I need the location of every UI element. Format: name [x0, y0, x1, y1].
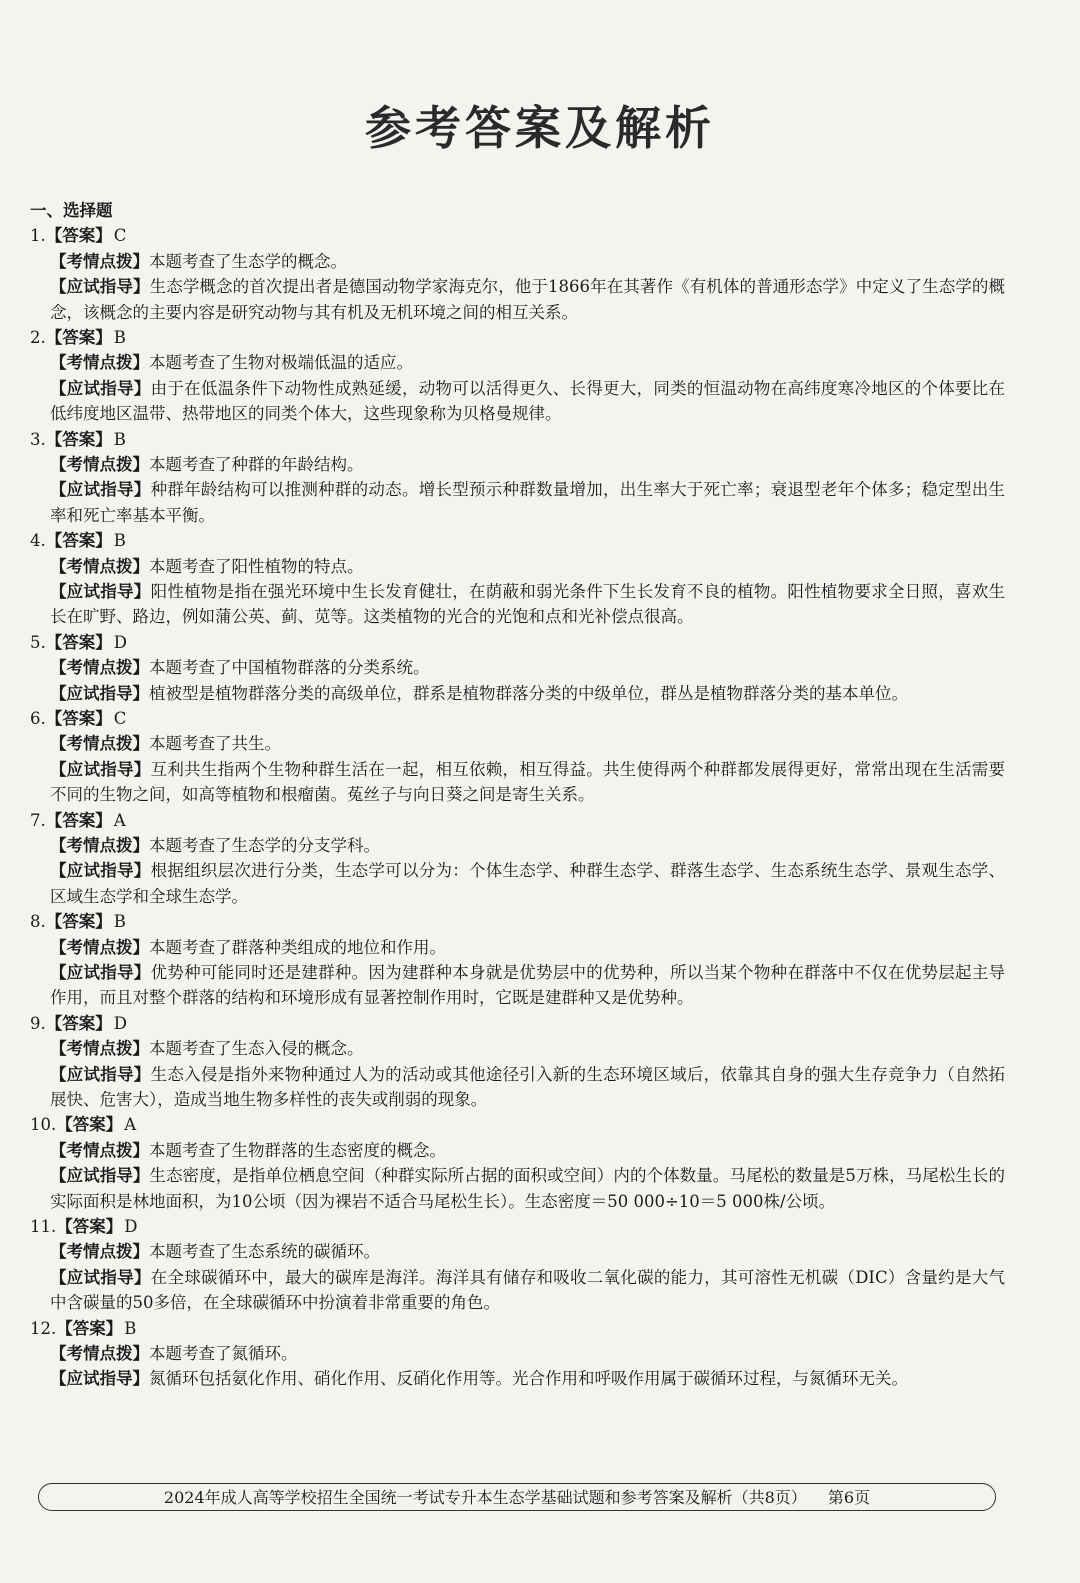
guide-line: [30, 858, 1005, 909]
answer-line: [30, 223, 1005, 248]
guide-text: 由于在低温条件下动物性成熟延缓，动物可以活得更久、长得更大，同类的恒温动物在高纬度寒冷地区的个体要比在低纬度地区温带、热带地区的同类个体大，这些现象称为贝格曼规律。: [50, 378, 1006, 424]
guide-text: 生态学概念的首次提出者是德国动物学家海克尔，他于1866年在其著作《有机体的普通形态学》中定义了生态学的概念，该概念的主要内容是研究动物与其有机及无机环境之间的相互关系。: [50, 277, 1006, 322]
point-text: 本题考查了中国植物群落的分类系统。: [149, 658, 430, 678]
question-item: [30, 325, 1005, 427]
point-line: [30, 833, 1005, 858]
answer-line: [30, 1316, 1005, 1341]
point-label: 【考情点拨】: [50, 734, 149, 754]
guide-text: 优势种可能同时还是建群种。因为建群种本身就是优势层中的优势种，所以当某个物种在群落中不仅在优势层起主导作用，而且对整个群落的结构和环境形成有显著控制作用时，它既是建群种又是优势种。: [50, 963, 1006, 1008]
guide-label: 【应试指导】: [50, 759, 151, 779]
point-text: 本题考查了阳性植物的特点。: [149, 556, 364, 576]
guide-label: 【应试指导】: [50, 683, 149, 703]
point-line: [30, 249, 1005, 274]
footer-page-number: 第6页: [827, 1488, 871, 1507]
answer-value: C: [113, 226, 127, 246]
guide-label: 【应试指导】: [50, 963, 151, 983]
answer-value: B: [113, 531, 126, 551]
point-label: 【考情点拨】: [50, 1344, 149, 1364]
answer-label: 【答案】: [45, 632, 112, 652]
answer-line: [30, 909, 1005, 934]
footer-text: 2024年成人高等学校招生全国统一考试专升本生态学基础试题和参考答案及解析（共8页）: [163, 1488, 807, 1507]
guide-label: 【应试指导】: [50, 861, 151, 881]
guide-text: 在全球碳循环中，最大的碳库是海洋。海洋具有储存和吸收二氧化碳的能力，其可溶性无机碳（DIC）含量约是大气中含碳量的50多倍，在全球碳循环中扮演着非常重要的角色。: [50, 1267, 1006, 1313]
point-line: [30, 452, 1005, 477]
question-item: [30, 1112, 1005, 1214]
point-line: [30, 655, 1005, 680]
point-label: 【考情点拨】: [50, 1039, 149, 1059]
answer-line: [30, 706, 1005, 731]
question-item: [30, 909, 1005, 1011]
answer-label: 【答案】: [56, 1318, 123, 1338]
guide-line: [30, 1163, 1005, 1214]
guide-line: [30, 681, 1005, 706]
answer-label: 【答案】: [45, 810, 112, 830]
answer-label: 【答案】: [45, 328, 112, 347]
answer-line: [30, 1112, 1005, 1137]
guide-line: [30, 376, 1005, 427]
answer-label: 【答案】: [45, 429, 112, 449]
answer-value: B: [124, 1318, 137, 1338]
question-number: 3.: [30, 429, 46, 449]
question-item: [30, 630, 1005, 706]
point-label: 【考情点拨】: [50, 1140, 149, 1160]
question-number: 11.: [30, 1217, 57, 1237]
guide-line: [30, 1062, 1005, 1113]
guide-line: [30, 579, 1005, 630]
answer-line: [30, 325, 1005, 350]
question-number: 5.: [30, 632, 46, 652]
guide-label: 【应试指导】: [50, 582, 151, 602]
guide-line: [30, 1265, 1005, 1316]
question-number: 2.: [30, 328, 46, 347]
answer-line: [30, 1214, 1005, 1239]
question-item: [30, 808, 1005, 910]
point-text: 本题考查了共生。: [149, 734, 281, 754]
answer-label: 【答案】: [56, 1217, 123, 1237]
point-text: 本题考查了群落种类组成的地位和作用。: [149, 937, 446, 957]
question-number: 4.: [30, 531, 46, 551]
page-footer: [38, 1483, 996, 1511]
point-label: 【考情点拨】: [50, 455, 149, 474]
question-number: 1.: [30, 226, 46, 246]
answer-value: B: [113, 328, 126, 347]
guide-label: 【应试指导】: [50, 1369, 149, 1389]
guide-label: 【应试指导】: [50, 480, 151, 500]
answer-value: D: [113, 632, 127, 652]
answer-content: [30, 198, 1005, 1392]
question-item: [30, 427, 1005, 529]
question-item: [30, 1316, 1005, 1392]
answer-value: B: [113, 912, 126, 932]
point-text: 本题考查了氮循环。: [149, 1344, 298, 1364]
guide-line: [30, 1366, 1005, 1391]
question-number: 6.: [30, 709, 46, 729]
guide-label: 【应试指导】: [50, 1064, 151, 1084]
answer-line: [30, 427, 1005, 452]
answer-label: 【答案】: [45, 912, 112, 932]
point-text: 本题考查了生物群落的生态密度的概念。: [149, 1140, 446, 1160]
answer-line: [30, 528, 1005, 553]
guide-text: 互利共生指两个生物种群生活在一起，相互依赖，相互得益。共生使得两个种群都发展得更好，常常出现在生活需要不同的生物之间，如高等植物和根瘤菌。菟丝子与向日葵之间是寄生关系。: [50, 759, 1006, 805]
guide-text: 生态密度，是指单位栖息空间（种群实际所占据的面积或空间）内的个体数量。马尾松的数量是5万株，马尾松生长的实际面积是林地面积，为10公顷（因为裸岩不适合马尾松生长）。生态密度＝50 000÷10＝5 000株/公顷。: [50, 1166, 1005, 1211]
point-line: [30, 1341, 1005, 1366]
guide-line: [30, 757, 1005, 808]
point-label: 【考情点拨】: [50, 937, 149, 957]
guide-text: 种群年龄结构可以推测种群的动态。增长型预示种群数量增加，出生率大于死亡率；衰退型老年个体多；稳定型出生率和死亡率基本平衡。: [50, 480, 1006, 525]
point-text: 本题考查了生态系统的碳循环。: [149, 1242, 380, 1262]
question-number: 7.: [30, 810, 46, 830]
point-line: [30, 1239, 1005, 1264]
point-line: [30, 1036, 1005, 1061]
answer-value: D: [124, 1217, 138, 1237]
question-item: [30, 1214, 1005, 1316]
guide-line: [30, 960, 1005, 1011]
guide-label: 【应试指导】: [50, 378, 151, 398]
answer-line: [30, 630, 1005, 655]
answer-value: D: [113, 1013, 127, 1033]
answer-line: [30, 808, 1005, 833]
guide-text: 植被型是植物群落分类的高级单位，群系是植物群落分类的中级单位，群丛是植物群落分类的基本单位。: [149, 683, 908, 703]
point-line: [30, 554, 1005, 579]
guide-text: 生态入侵是指外来物种通过人为的活动或其他途径引入新的生态环境区域后，依靠其自身的强大生存竞争力（自然拓展快、危害大），造成当地生物多样性的丧失或削弱的现象。: [50, 1064, 1006, 1110]
point-label: 【考情点拨】: [50, 251, 149, 271]
guide-label: 【应试指导】: [50, 277, 150, 297]
answer-value: C: [113, 709, 127, 729]
guide-label: 【应试指导】: [50, 1166, 150, 1186]
answer-label: 【答案】: [45, 709, 112, 729]
question-item: [30, 706, 1005, 808]
answer-line: [30, 1011, 1005, 1036]
point-label: 【考情点拨】: [50, 353, 149, 373]
answer-label: 【答案】: [45, 226, 112, 246]
answer-value: A: [113, 810, 126, 830]
point-line: [30, 350, 1005, 375]
question-item: [30, 223, 1005, 325]
section-heading: 一、选择题: [30, 201, 113, 220]
guide-label: 【应试指导】: [50, 1267, 151, 1287]
question-item: [30, 528, 1005, 630]
question-number: 8.: [30, 912, 46, 932]
answer-label: 【答案】: [56, 1115, 123, 1135]
answer-value: A: [124, 1115, 137, 1135]
guide-text: 根据组织层次进行分类，生态学可以分为：个体生态学、种群生态学、群落生态学、生态系统生态学、景观生态学、区域生态学和全球生态学。: [50, 861, 1006, 906]
guide-text: 阳性植物是指在强光环境中生长发育健壮，在荫蔽和弱光条件下生长发育不良的植物。阳性植物要求全日照，喜欢生长在旷野、路边，例如蒲公英、蓟、苋等。这类植物的光合的光饱和点和光补偿点很高。: [50, 582, 1006, 627]
answer-label: 【答案】: [45, 531, 112, 551]
question-item: [30, 1011, 1005, 1113]
answer-value: B: [113, 429, 126, 449]
page-title: 参考答案及解析: [365, 101, 715, 155]
point-text: 本题考查了生态入侵的概念。: [149, 1039, 364, 1059]
question-number: 9.: [30, 1013, 46, 1033]
guide-text: 氮循环包括氨化作用、硝化作用、反硝化作用等。光合作用和呼吸作用属于碳循环过程，与氮循环无关。: [149, 1369, 908, 1389]
point-line: [30, 935, 1005, 960]
point-line: [30, 1138, 1005, 1163]
point-label: 【考情点拨】: [50, 658, 149, 678]
answer-label: 【答案】: [45, 1013, 112, 1033]
point-label: 【考情点拨】: [50, 556, 149, 576]
question-number: 10.: [30, 1115, 57, 1135]
point-text: 本题考查了生态学的概念。: [149, 251, 347, 271]
guide-line: [30, 477, 1005, 528]
point-text: 本题考查了种群的年龄结构。: [149, 455, 364, 474]
question-number: 12.: [30, 1318, 57, 1338]
point-label: 【考情点拨】: [50, 836, 149, 856]
point-text: 本题考查了生态学的分支学科。: [149, 836, 380, 856]
point-line: [30, 731, 1005, 756]
guide-line: [30, 274, 1005, 325]
question-list: [30, 223, 1005, 1392]
point-text: 本题考查了生物对极端低温的适应。: [149, 353, 413, 373]
point-label: 【考情点拨】: [50, 1242, 149, 1262]
